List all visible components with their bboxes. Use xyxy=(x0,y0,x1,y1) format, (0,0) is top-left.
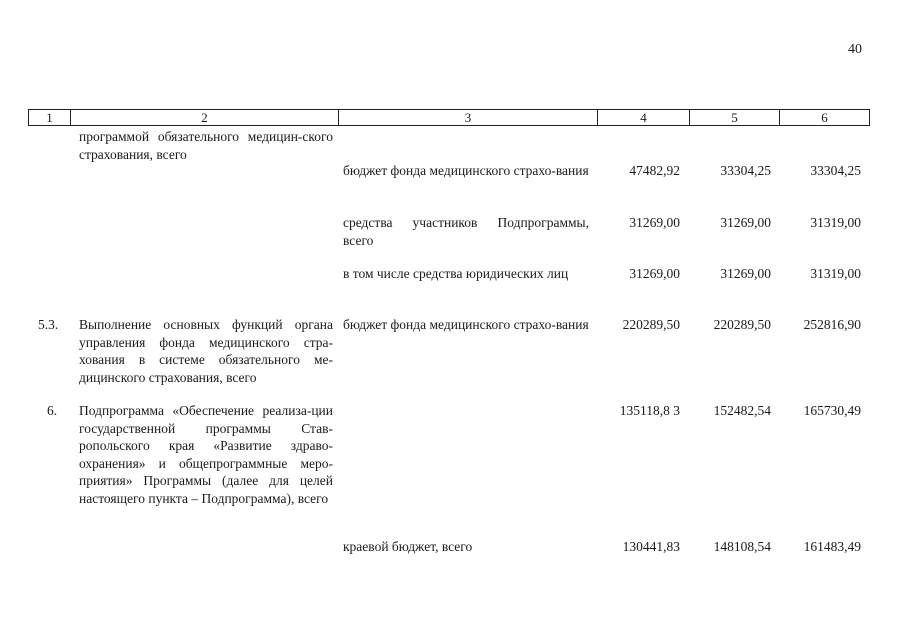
row-5-value-col6: 165730,49 xyxy=(803,403,861,418)
row-4-item-number: 5.3. xyxy=(38,317,59,332)
row-3-value-col4: 31269,00 xyxy=(629,266,680,281)
row-4-funding-source: бюджет фонда медицинского страхо-вания xyxy=(343,317,589,332)
column-number-2: 2 xyxy=(71,110,339,126)
row-2-funding-source: средства участников Подпрограммы, всего xyxy=(343,215,589,248)
column-number-5: 5 xyxy=(690,110,780,126)
row-5-item-number: 6. xyxy=(47,403,58,418)
row-2-value-col4: 31269,00 xyxy=(629,215,680,230)
row-4-value-col4: 220289,50 xyxy=(622,317,680,332)
row-4-value-col5: 220289,50 xyxy=(713,317,771,332)
page-number: 40 xyxy=(848,42,862,57)
row-6-funding-source: краевой бюджет, всего xyxy=(343,539,473,554)
row-1-value-col4: 47482,92 xyxy=(629,163,680,178)
row-6-value-col4: 130441,83 xyxy=(622,539,680,554)
column-number-3: 3 xyxy=(339,110,598,126)
row-1-funding-source: бюджет фонда медицинского страхо-вания xyxy=(343,163,589,178)
row-6-value-col5: 148108,54 xyxy=(713,539,771,554)
column-number-4: 4 xyxy=(598,110,690,126)
row-5-value-col4: 135118,8 3 xyxy=(619,403,680,418)
row-1-value-col5: 33304,25 xyxy=(720,163,771,178)
row-5-description: Подпрограмма «Обеспечение реализа-ции государственной программы Став-ропольского края «Развитие здраво-охранения» и общепрограммные меро-приятия» Программы (далее для целей настоящего пункта – Подпрограмма), всего xyxy=(79,403,333,506)
row-3-funding-source: в том числе средства юридических лиц xyxy=(343,266,569,281)
row-3-value-col6: 31319,00 xyxy=(810,266,861,281)
row-5-value-col5: 152482,54 xyxy=(713,403,771,418)
row-2-value-col5: 31269,00 xyxy=(720,215,771,230)
row-1-value-col6: 33304,25 xyxy=(810,163,861,178)
column-number-1: 1 xyxy=(29,110,71,126)
column-header-row xyxy=(28,109,870,126)
row-2-value-col6: 31319,00 xyxy=(810,215,861,230)
row-4-description: Выполнение основных функций органа управления фонда медицинского стра-хования в системе обязательного ме-дицинского страхования, всего xyxy=(79,317,333,385)
column-number-6: 6 xyxy=(780,110,870,126)
row-6-value-col6: 161483,49 xyxy=(803,539,861,554)
row-4-value-col6: 252816,90 xyxy=(803,317,861,332)
continuation-description: программой обязательного медицин-ского страхования, всего xyxy=(79,129,333,162)
row-3-value-col5: 31269,00 xyxy=(720,266,771,281)
